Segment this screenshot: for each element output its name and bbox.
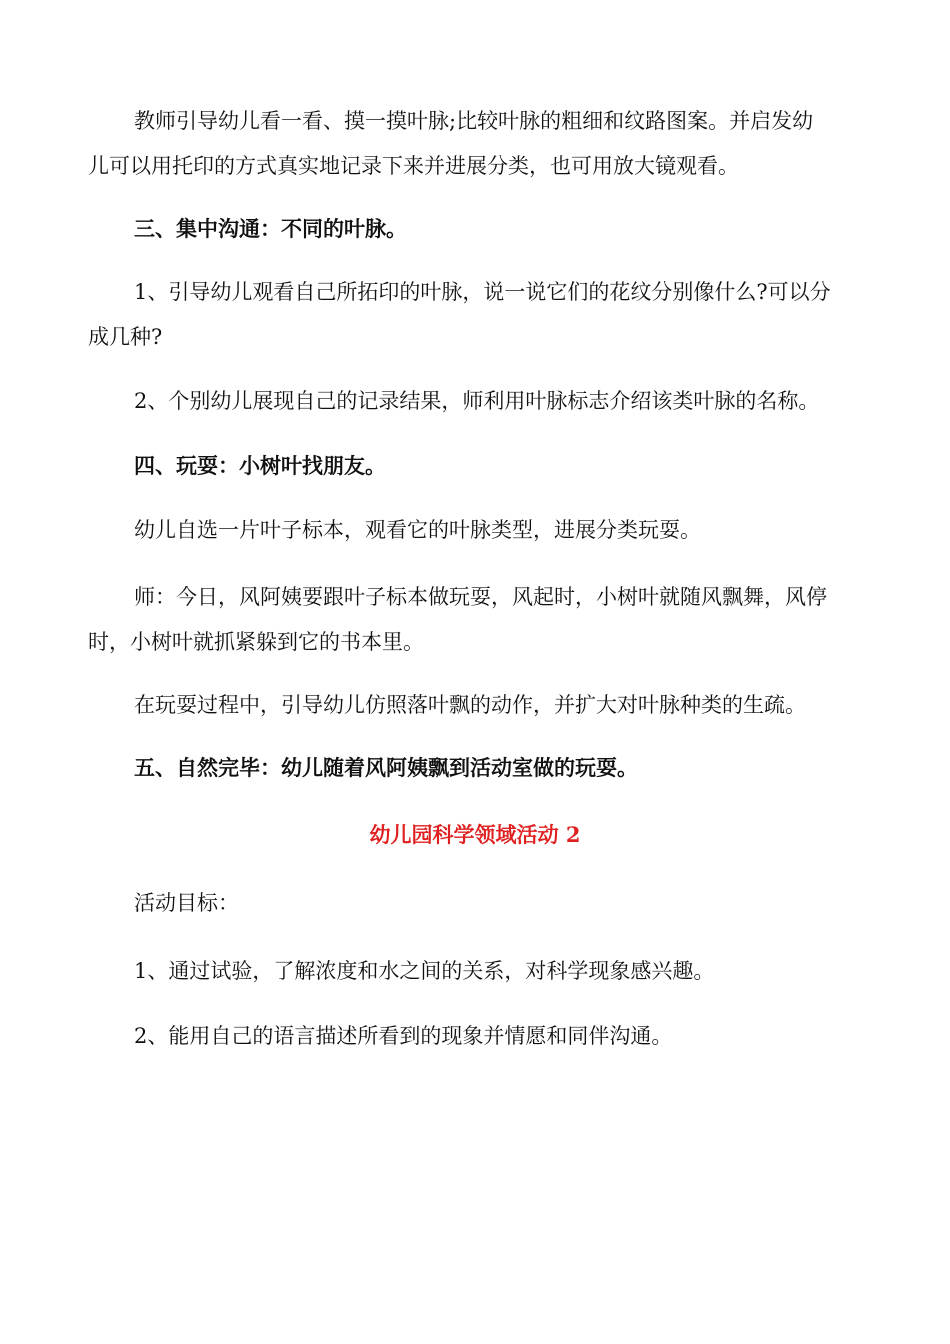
paragraph-line: 活动目标： (134, 891, 239, 915)
paragraph-line: 时，小树叶就抓紧躲到它的书本里。 (88, 630, 424, 654)
objective-item: 2、能用自己的语言描述所看到的现象并情愿和同伴沟通。 (134, 1024, 673, 1048)
document-title: 幼儿园科学领域活动 2 (369, 822, 581, 847)
objective-item: 1、通过试验，了解浓度和水之间的关系，对科学现象感兴趣。 (134, 959, 715, 983)
paragraph-line: 师：今日，风阿姨要跟叶子标本做玩耍，风起时，小树叶就随风飘舞，风停 (134, 585, 827, 609)
section-heading-5: 五、自然完毕：幼儿随着风阿姨飘到活动室做的玩耍。 (134, 755, 638, 780)
paragraph-line: 儿可以用托印的方式真实地记录下来并进展分类，也可用放大镜观看。 (88, 154, 739, 178)
paragraph-line: 幼儿自选一片叶子标本，观看它的叶脉类型，进展分类玩耍。 (134, 518, 701, 542)
section-heading-4: 四、玩耍：小树叶找朋友。 (134, 453, 386, 478)
paragraph-line: 教师引导幼儿看一看、摸一摸叶脉;比较叶脉的粗细和纹路图案。并启发幼 (134, 109, 814, 133)
paragraph-line: 成几种? (88, 325, 163, 349)
paragraph-line: 在玩耍过程中，引导幼儿仿照落叶飘的动作，并扩大对叶脉种类的生疏。 (134, 693, 806, 717)
section-heading-3: 三、集中沟通：不同的叶脉。 (134, 216, 407, 241)
paragraph-line: 2、个别幼儿展现自己的记录结果，师利用叶脉标志介绍该类叶脉的名称。 (134, 389, 820, 413)
paragraph-line: 1、引导幼儿观看自己所拓印的叶脉，说一说它们的花纹分别像什么?可以分 (134, 280, 831, 304)
